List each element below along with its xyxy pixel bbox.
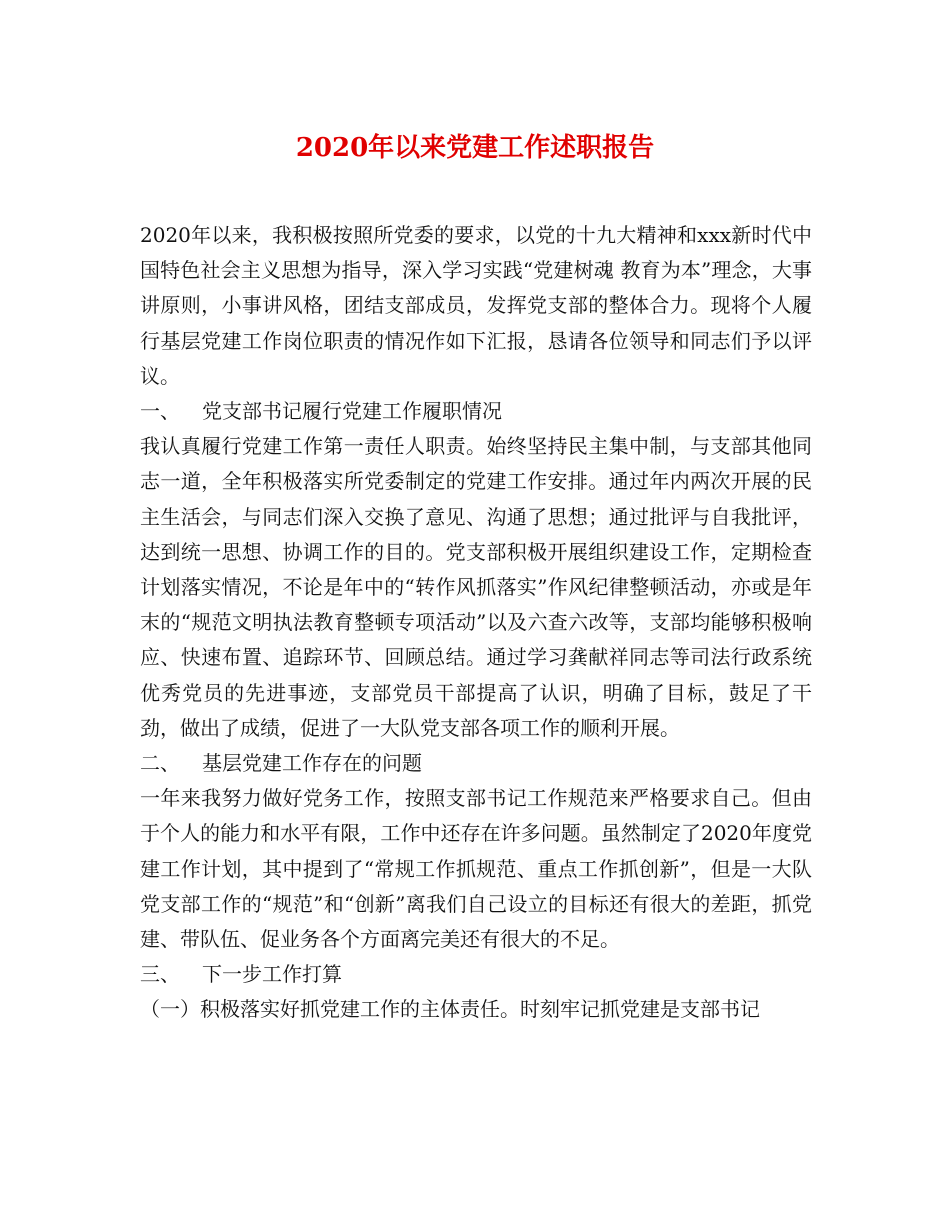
section-number: 一、 xyxy=(140,399,180,424)
section-heading-2 xyxy=(140,746,812,781)
document-body xyxy=(140,218,812,1028)
page-title: 2020年以来党建工作述职报告 xyxy=(295,133,655,163)
section-paragraph-2: 一年来我努力做好党务工作，按照支部书记工作规范来严格要求自己。但由于个人的能力和水平有限，工作中还存在许多问题。虽然制定了2020年度党建工作计划，其中提到了“常规工作抓规范、重点工作抓创新”，但是一大队党支部工作的“规范”和“创新”离我们自己设立的目标还有很大的差距，抓党建、带队伍、促业务各个方面离完美还有很大的不足。 xyxy=(140,786,812,952)
section-heading-text: 党支部书记履行党建工作履职情况 xyxy=(202,399,502,424)
section-paragraph-1: 我认真履行党建工作第一责任人职责。始终坚持民主集中制，与支部其他同志一道，全年积极落实所党委制定的党建工作安排。通过年内两次开展的民主生活会，与同志们深入交换了意见、沟通了思想；通过批评与自我批评，达到统一思想、协调工作的目的。党支部积极开展组织建设工作，定期检查计划落实情况，不论是年中的“转作风抓落实”作风纪律整顿活动，亦或是年末的“规范文明执法教育整顿专项活动”以及六查六改等，支部均能够积极响应、快速布置、追踪环节、回顾总结。通过学习龚献祥同志等司法行政系统优秀党员的先进事迹，支部党员干部提高了认识，明确了目标，鼓足了干劲，做出了成绩，促进了一大队党支部各项工作的顺利开展。 xyxy=(140,434,812,740)
intro-paragraph: 2020年以来，我积极按照所党委的要求，以党的十九大精神和xxx新时代中国特色社会主义思想为指导，深入学习实践“党建树魂 教育为本”理念，大事讲原则，小事讲风格，团结支部成员，发挥党支部的整体合力。现将个人履行基层党建工作岗位职责的情况作如下汇报，恳请各位领导和同志们予以评议。 xyxy=(140,223,812,388)
section-heading-1 xyxy=(140,394,812,429)
section-heading-3 xyxy=(140,957,812,992)
section-heading-text: 基层党建工作存在的问题 xyxy=(202,751,422,776)
section-paragraph-3: （一）积极落实好抓党建工作的主体责任。时刻牢记抓党建是支部书记 xyxy=(140,997,760,1022)
section-number: 三、 xyxy=(140,962,180,987)
section-heading-text: 下一步工作打算 xyxy=(202,962,342,987)
section-number: 二、 xyxy=(140,751,180,776)
